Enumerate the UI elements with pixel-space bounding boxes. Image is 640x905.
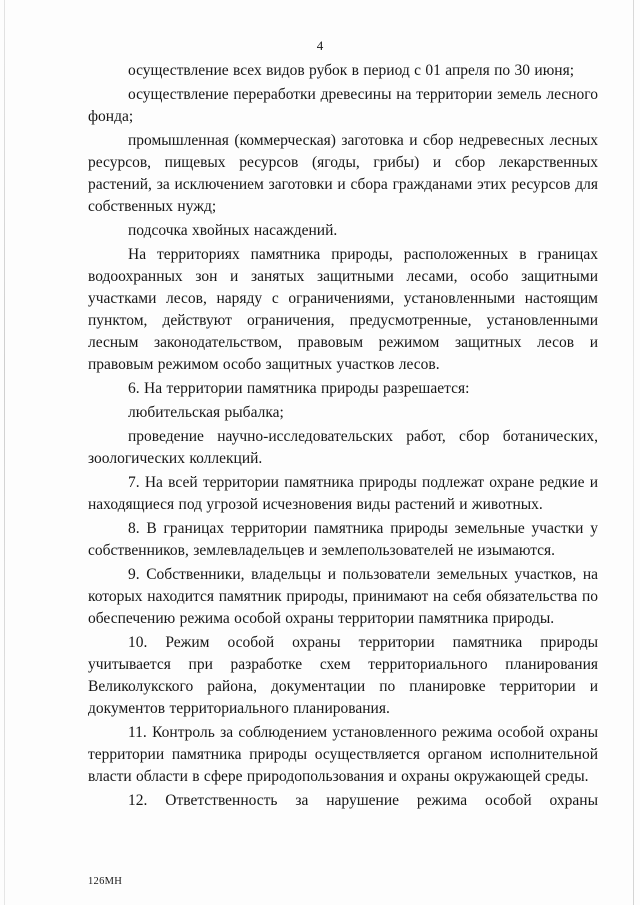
- document-body: [88, 60, 598, 812]
- paragraph: осуществление переработки древесины на территории земель лесного фонда;: [88, 86, 598, 125]
- paragraph: 6. На территории памятника природы разрешается:: [128, 380, 470, 397]
- paragraph: осуществление всех видов рубок в период с 01 апреля по 30 июня;: [128, 62, 575, 79]
- paragraph: подсочка хвойных насаждений.: [128, 222, 338, 239]
- paragraph: 7. На всей территории памятника природы подлежат охране редкие и находящиеся под угрозой исчезновения виды растений и животных.: [88, 474, 598, 513]
- paragraph: промышленная (коммерческая) заготовка и сбор недревесных лесных ресурсов, пищевых ресурсов (ягоды, грибы) и сбор лекарственных растений, за исключением заготовки и сбора гражданами этих ресурсов для собственных нужд;: [88, 132, 598, 215]
- paragraph: проведение научно-исследовательских работ, сбор ботанических, зоологических коллекций.: [88, 428, 598, 467]
- scan-edge-right: [633, 0, 634, 905]
- paragraph: 8. В границах территории памятника природы земельные участки у собственников, землевладельцев и землепользователей не изымаются.: [88, 520, 598, 559]
- footer-document-code: 126МН: [88, 876, 123, 887]
- paragraph: 10. Режим особой охраны территории памятника природы учитывается при разработке схем территориального планирования Великолукского района, документации по планировке территории и документов территориального планирования.: [88, 634, 598, 717]
- scan-edge-left: [4, 0, 5, 905]
- paragraph: 11. Контроль за соблюдением установленного режима особой охраны территории памятника природы осуществляется органом исполнительной власти области в сфере природопользования и охраны окружающей среды.: [88, 724, 598, 785]
- paragraph: На территориях памятника природы, расположенных в границах водоохранных зон и занятых защитными лесами, особо защитными участками лесов, наряду с ограничениями, установленными настоящим пунктом, действуют ограничения, предусмотренные, установленными лесным законодательством, правовым режимом защитных лесов и правовым режимом особо защитных участков лесов.: [88, 246, 598, 373]
- paragraph: 12. Ответственность за нарушение режима особой охраны: [128, 792, 598, 809]
- paragraph: 9. Собственники, владельцы и пользователи земельных участков, на которых находится памятник природы, принимают на себя обязательства по обеспечению режима особой охраны территории памятника природы.: [88, 566, 598, 627]
- paragraph: любительская рыбалка;: [128, 404, 284, 421]
- page-number: 4: [316, 38, 324, 53]
